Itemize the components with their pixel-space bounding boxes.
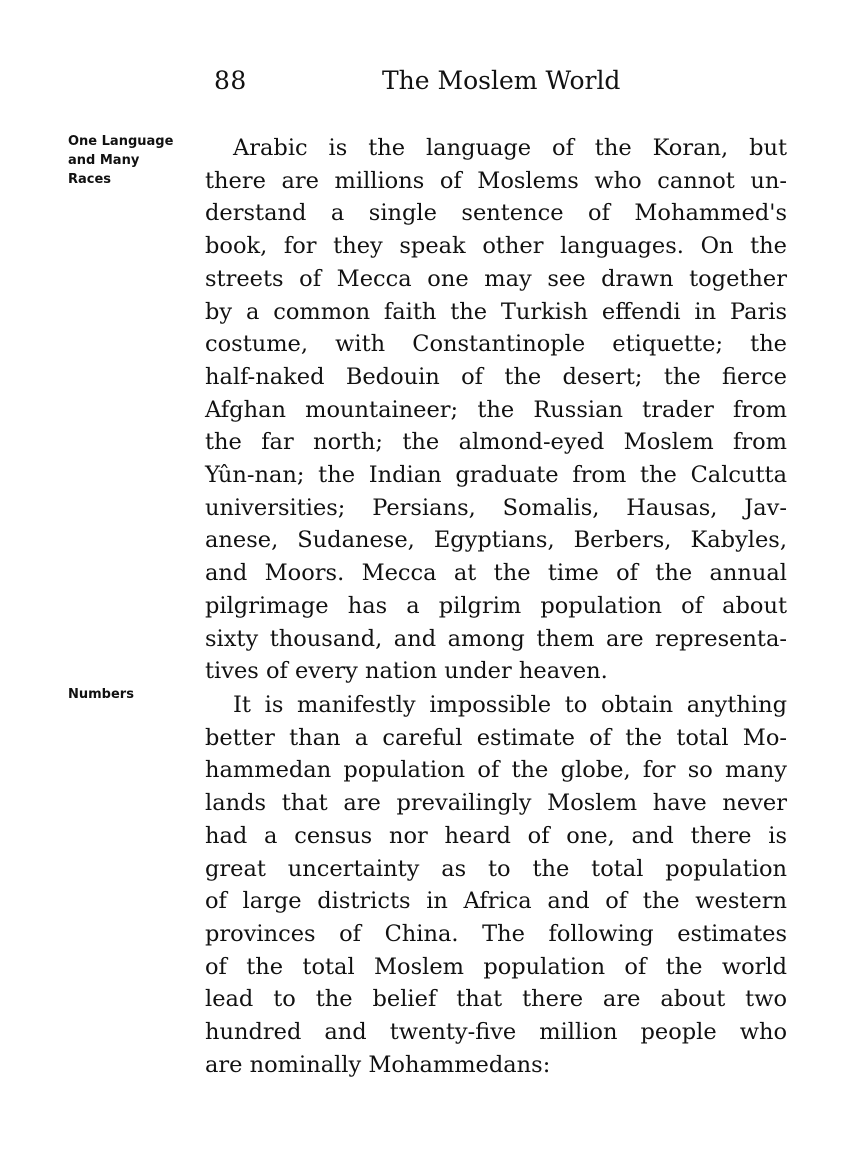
text-line: Arabic is the language of the Koran, but (233, 135, 787, 161)
text-line: hundred and twenty-five million people who (205, 1019, 787, 1046)
text-line: the far north; the almond-eyed Moslem from (205, 429, 787, 456)
text-line: tives of every nation under heaven. (205, 658, 608, 685)
running-head: The Moslem World (382, 66, 621, 95)
text-line: pilgrimage has a pilgrim population of about (205, 592, 787, 619)
text-line: anese, Sudanese, Egyptians, Berbers, Kabyles, (205, 527, 787, 554)
sidenote-line: Races (68, 172, 112, 187)
text-line: great uncertainty as to the total population (205, 855, 787, 882)
text-line: lead to the belief that there are about two (205, 986, 787, 1013)
text-line: by a common faith the Turkish effendi in Paris (205, 298, 787, 325)
text-line: provinces of China. The following estimates (205, 920, 787, 947)
text-line: Yûn-nan; the Indian graduate from the Calcutta (205, 462, 787, 489)
text-line: streets of Mecca one may see drawn together (205, 265, 787, 292)
text-line: and Moors. Mecca at the time of the annual (205, 560, 787, 587)
text-line: of large districts in Africa and of the western (205, 888, 787, 915)
text-line: hammedan population of the globe, for so many (205, 757, 787, 784)
text-line: lands that are prevailingly Moslem have never (205, 790, 787, 817)
text-line: It is manifestly impossible to obtain anything (233, 692, 787, 718)
text-line: sixty thousand, and among them are representa- (205, 625, 787, 652)
sidenote-line: One Language (68, 134, 174, 149)
page-number: 88 (214, 66, 247, 95)
paragraph-numbers (205, 689, 787, 1081)
text-line: better than a careful estimate of the total Mo- (205, 724, 787, 751)
text-line: of the total Moslem population of the world (205, 953, 787, 980)
text-line: book, for they speak other languages. On the (205, 233, 787, 260)
text-line: universities; Persians, Somalis, Hausas, Jav- (205, 494, 787, 521)
text-line: derstand a single sentence of Mohammed's (205, 200, 787, 227)
paragraph-language (205, 132, 787, 688)
text-line: are nominally Mohammedans: (205, 1051, 551, 1078)
sidenote-line: Numbers (68, 687, 134, 702)
text-line: had a census nor heard of one, and there is (205, 822, 787, 849)
text-line: costume, with Constantinople etiquette; the (205, 331, 787, 358)
text-line: Afghan mountaineer; the Russian trader from (205, 396, 787, 423)
text-line: half-naked Bedouin of the desert; the fierce (205, 363, 787, 390)
sidenote-line: and Many (68, 153, 140, 168)
text-line: there are millions of Moslems who cannot un- (205, 167, 787, 194)
sidenote-one-language (68, 132, 203, 189)
sidenote-numbers (68, 685, 203, 704)
